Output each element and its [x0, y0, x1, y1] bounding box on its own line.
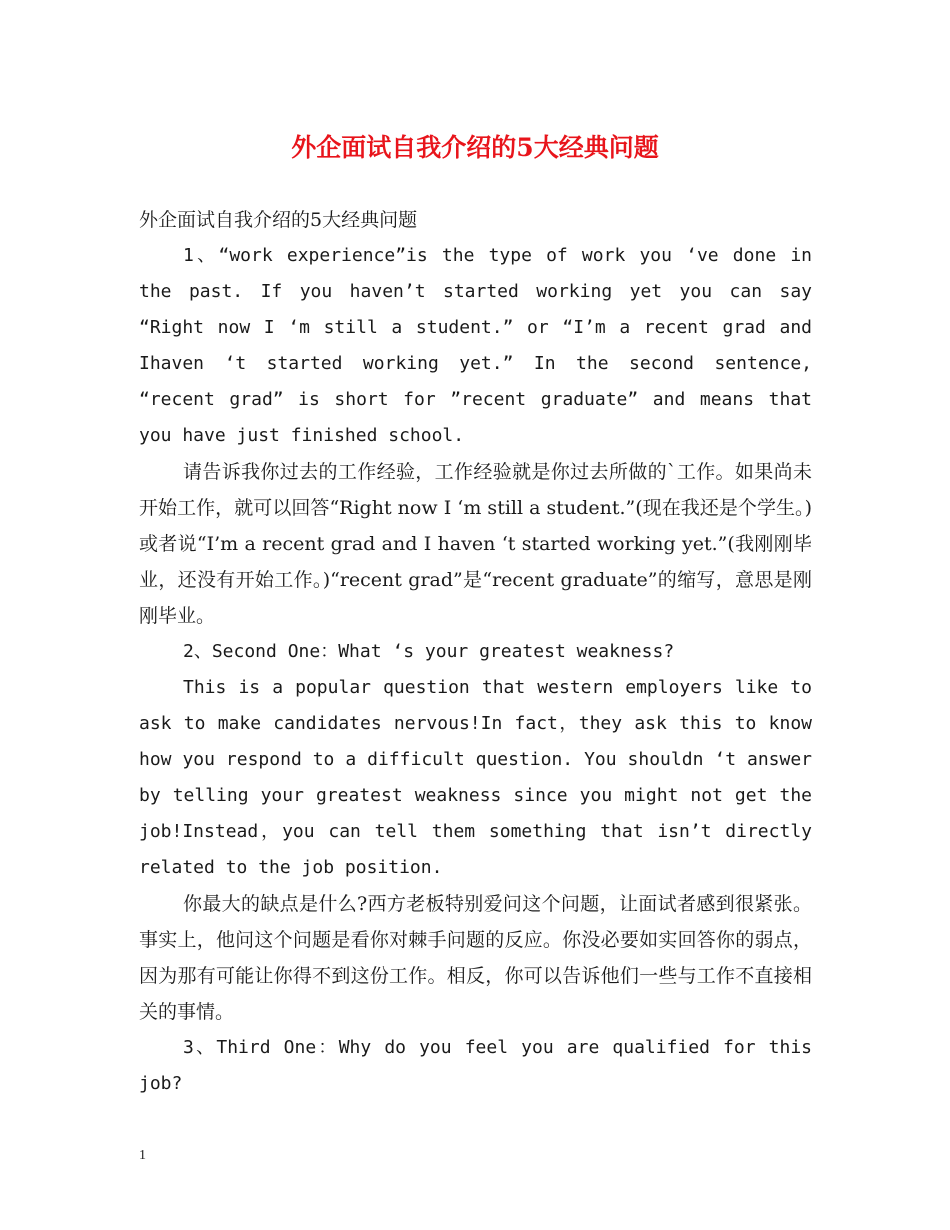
paragraph-q2-english: This is a popular question that western employers like to ask to make candidates nervous!In fact，they ask this to know how you respond to a difficult question. You shouldn ‘t answer by telling your greatest weakness since you might not get the job!Instead，you can tell them something that isn’t directly related to the job position. — [139, 677, 812, 878]
document-subtitle: 外企面试自我介绍的5大经典问题 — [139, 209, 418, 231]
heading-q3: 3、Third One：Why do you feel you are qualified for this job? — [139, 1037, 812, 1094]
document-body — [139, 202, 812, 1102]
paragraph-q2-chinese: 你最大的缺点是什么?西方老板特别爱问这个问题，让面试者感到很紧张。事实上，他问这个问题是看你对棘手问题的反应。你没必要如实回答你的弱点，因为那有可能让你得不到这份工作。相反，你可以告诉他们一些与工作不直接相关的事情。 — [139, 893, 812, 1023]
document-title: 外企面试自我介绍的5大经典问题 — [291, 133, 659, 162]
heading-q2: 2、Second One：What ‘s your greatest weakness? — [183, 641, 675, 662]
paragraph-q1-english: 1、“work experience”is the type of work you ‘ve done in the past. If you haven’t started working yet you can say “Right now I ‘m still a student.” or “I’m a recent grad and Ihaven ‘t started working yet.” In the second sentence, “recent grad” is short for ”recent graduate” and means that you have just finished school. — [139, 245, 812, 446]
page-number: 1 — [139, 1148, 146, 1163]
paragraph-q1-chinese: 请告诉我你过去的工作经验，工作经验就是你过去所做的`工作。如果尚未开始工作，就可以回答“Right now I ‘m still a student.”(现在我还是个学生。)或者说“I’m a recent grad and I haven ‘t started working yet.”(我刚刚毕业，还没有开始工作。)“recent grad”是“recent graduate”的缩写，意思是刚刚毕业。 — [139, 461, 812, 627]
